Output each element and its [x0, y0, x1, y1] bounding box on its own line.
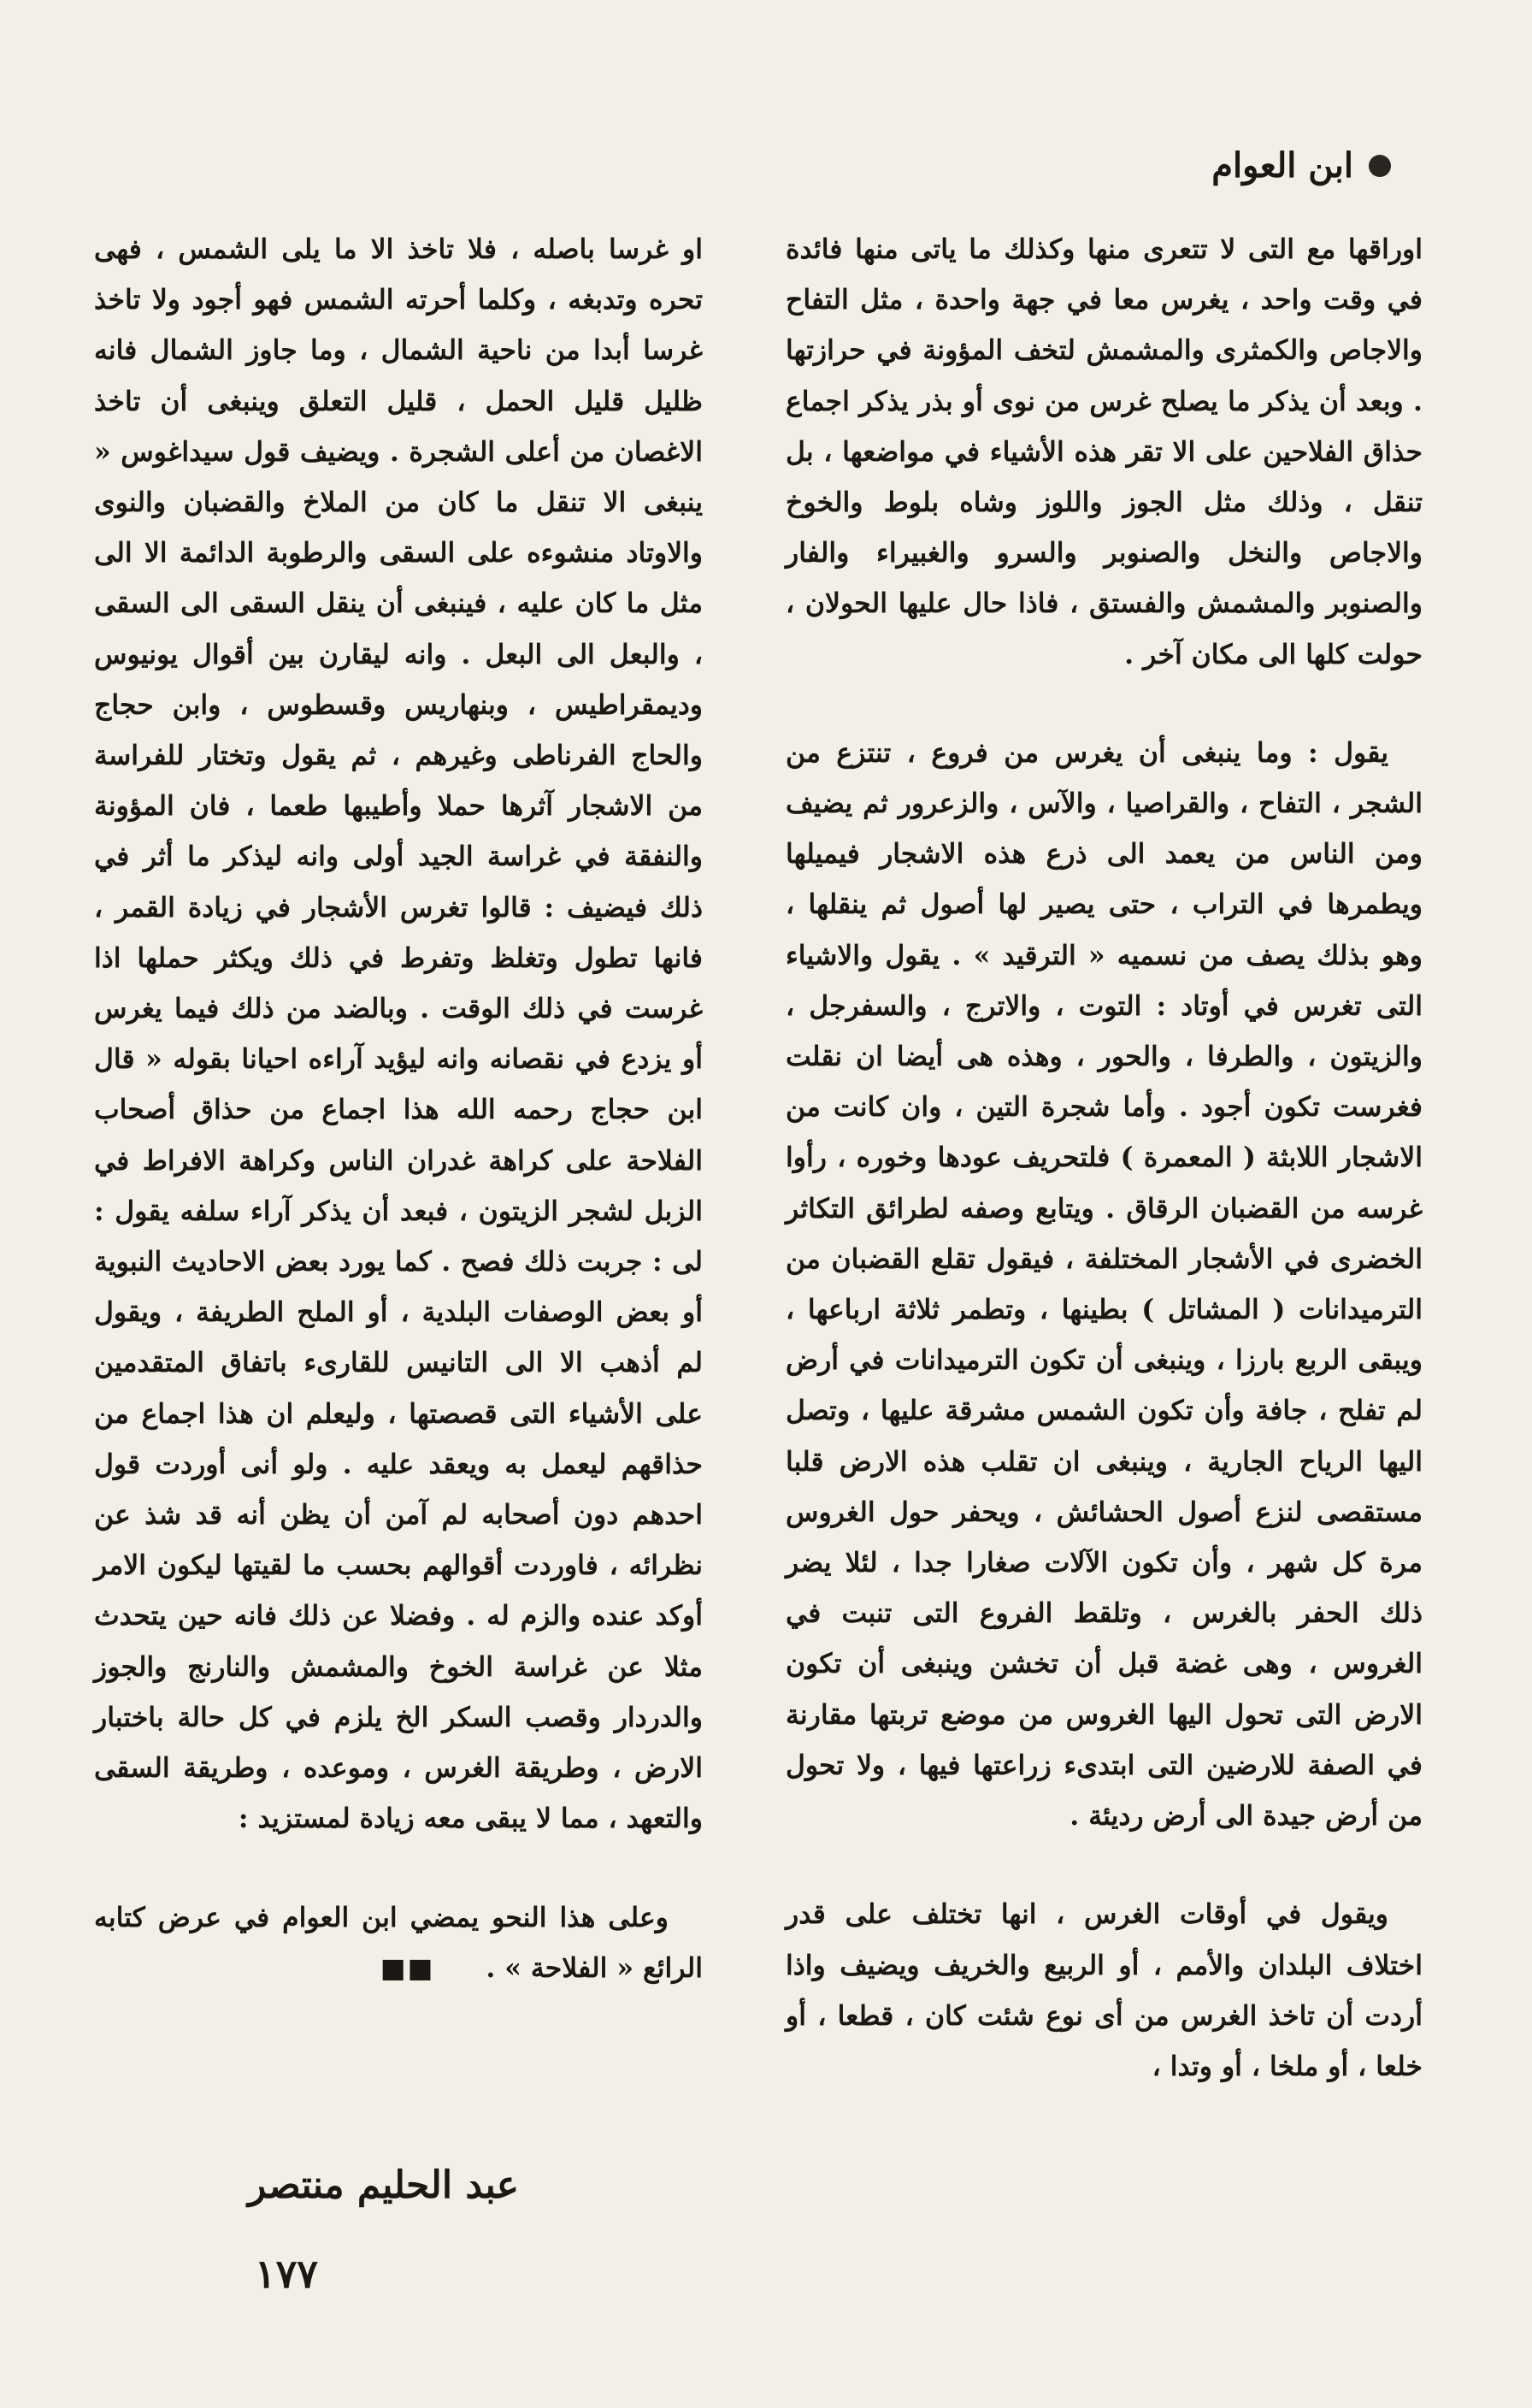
paragraph: اوراقها مع التى لا تتعرى منها وكذلك ما ياتى منها فائدة في وقت واحد ، يغرس معا في جهة واحدة ، مثل التفاح والاجاص والكمثرى والمشمش لتخف المؤونة في حرازتها . وبعد أن يذكر ما يصلح غرس من نوى أو بذر يذكر اجماع حذاق الفلاحين على الا تقر هذه الأشياء في مواضعها ، بل تنقل ، وذلك مثل الجوز واللوز وشاه بلوط والخوخ والاجاص والنخل والصنوبر والسرو والغبيراء والفار والصنوبر والمشمش والفستق ، فاذا حال عليها الحولان ، حولت كلها الى مكان آخر . — [786, 233, 1423, 670]
paragraph: يقول : وما ينبغى أن يغرس من فروع ، تنتزع من الشجر ، التفاح ، والقراصيا ، والآس ، والزعرور ثم يضيف ومن الناس من يعمد الى ذرع هذه الاشجار فيميلها ويطمرها في التراب ، حتى يصير لها أصول ثم ينقلها ، وهو بذلك يصف من نسميه « الترقيد » . يقول والاشياء التى تغرس في أوتاد : التوت ، والاترج ، والسفرجل ، والزيتون ، والطرفا ، والحور ، وهذه هى أيضا ان نقلت فغرست تكون أجود . وأما شجرة التين ، وان كانت من الاشجار اللابثة ( المعمرة ) فلتحريف عودها وخوره ، رأوا غرسه من القضبان الرقاق . ويتابع وصفه لطرائق التكاثر الخضرى في الأشجار المختلفة ، فيقول تقلع القضبان من الترميدانات ( المشاتل ) بطينها ، وتطمر ثلاثة ارباعها ، ويبقى الربع بارزا ، وينبغى أن تكون الترميدانات في أرض لم تفلح ، جافة وأن تكون الشمس مشرقة عليها ، وتصل اليها الرياح الجارية ، وينبغى ان تقلب هذه الارض قلبا مستقصى لنزع أصول الحشائش ، ويحفر حول الغروس مرة كل شهر ، وأن تكون الآلات صغارا جدا ، لئلا يضر ذلك الحفر بالغرس ، وتلقط الفروع التى تنبت في الغروس ، وهى غضة قبل أن تخشن وينبغى أن تكون الارض التى تحول اليها الغروس من موضع تربتها مقارنة في الصفة للارضين التى ابتدىء زراعتها فيها ، ولا تحول من أرض جيدة الى أرض رديئة . — [786, 736, 1423, 1833]
bullet-icon — [1369, 155, 1391, 177]
page-header — [1211, 145, 1391, 186]
left-column — [94, 224, 703, 1993]
author-name: عبد الحليم منتصر — [248, 2163, 519, 2207]
right-column — [786, 224, 1423, 2092]
end-mark: ■■ — [380, 1951, 435, 1984]
paragraph: ويقول في أوقات الغرس ، انها تختلف على قدر اختلاف البلدان والأمم ، أو الربيع والخريف ويضيف واذا أردت أن تاخذ الغرس من أى نوع شئت كان ، قطعا ، أو خلعا ، أو ملخا ، أو وتدا ، — [786, 1898, 1423, 2082]
paragraph: او غرسا باصله ، فلا تاخذ الا ما يلى الشمس ، فهى تحره وتدبغه ، وكلما أحرته الشمس فهو أجود ولا تاخذ غرسا أبدا من ناحية الشمال ، وما جاوز الشمال فانه ظليل قليل الحمل ، قليل التعلق وينبغى أن تاخذ الاغصان من أعلى الشجرة . ويضيف قول سيداغوس « ينبغى الا تنقل ما كان من الملاخ والقضبان والنوى والاوتاد منشوءه على السقى والرطوبة الدائمة الا الى مثل ما كان عليه ، فينبغى أن ينقل السقى الى السقى ، والبعل الى البعل . وانه ليقارن بين أقوال يونيوس وديمقراطيس ، وبنهاريس وقسطوس ، وابن حجاج والحاج الفرناطى وغيرهم ، ثم يقول وتختار للفراسة من الاشجار آثرها حملا وأطيبها طعما ، فان المؤونة والنفقة في غراسة الجيد أولى وانه ليذكر ما أثر في ذلك فيضيف : قالوا تغرس الأشجار في زيادة القمر ، فانها تطول وتغلظ وتفرط في ذلك ويكثر حملها اذا غرست في ذلك الوقت . وبالضد من ذلك فيما يغرس أو يزدع في نقصانه وانه ليؤيد آراءه احيانا بقوله « قال ابن حجاج رحمه الله هذا اجماع من حذاق أصحاب الفلاحة على كراهة غدران الناس وكراهة الافراط في الزبل لشجر الزيتون ، فبعد أن يذكر آراء سلفه يقول : لى : جربت ذلك فصح . كما يورد بعض الاحاديث النبوية أو بعض الوصفات البلدية ، أو الملح الطريفة ، ويقول لم أذهب الا الى التانيس للقارىء باتفاق المتقدمين على الأشياء التى قصصتها ، وليعلم ان هذا اجماع من حذاقهم ليعمل به ويعقد عليه . ولو أنى أوردت قول احدهم دون أصحابه لم آمن أن يظن أنه قد شذ عن نظرائه ، فاوردت أقوالهم بحسب ما لقيتها ليكون الامر أوكد عنده والزم له . وفضلا عن ذلك فانه حين يتحدث مثلا عن غراسة الخوخ والمشمش والنارنج والجوز والدردار وقصب السكر الخ يلزم في كل حالة باختبار الارض ، وطريقة الغرس ، وموعده ، وطريقة السقى والتعهد ، مما لا يبقى معه زيادة لمستزيد : — [94, 233, 703, 1835]
page-number: ١٧٧ — [254, 2251, 318, 2297]
closing-text: وعلى هذا النحو يمضي ابن العوام في عرض كتابه الرائع « الفلاحة » . — [94, 1901, 703, 1984]
running-title: ابن العوام — [1211, 145, 1353, 186]
closing-paragraph — [94, 1892, 703, 1993]
